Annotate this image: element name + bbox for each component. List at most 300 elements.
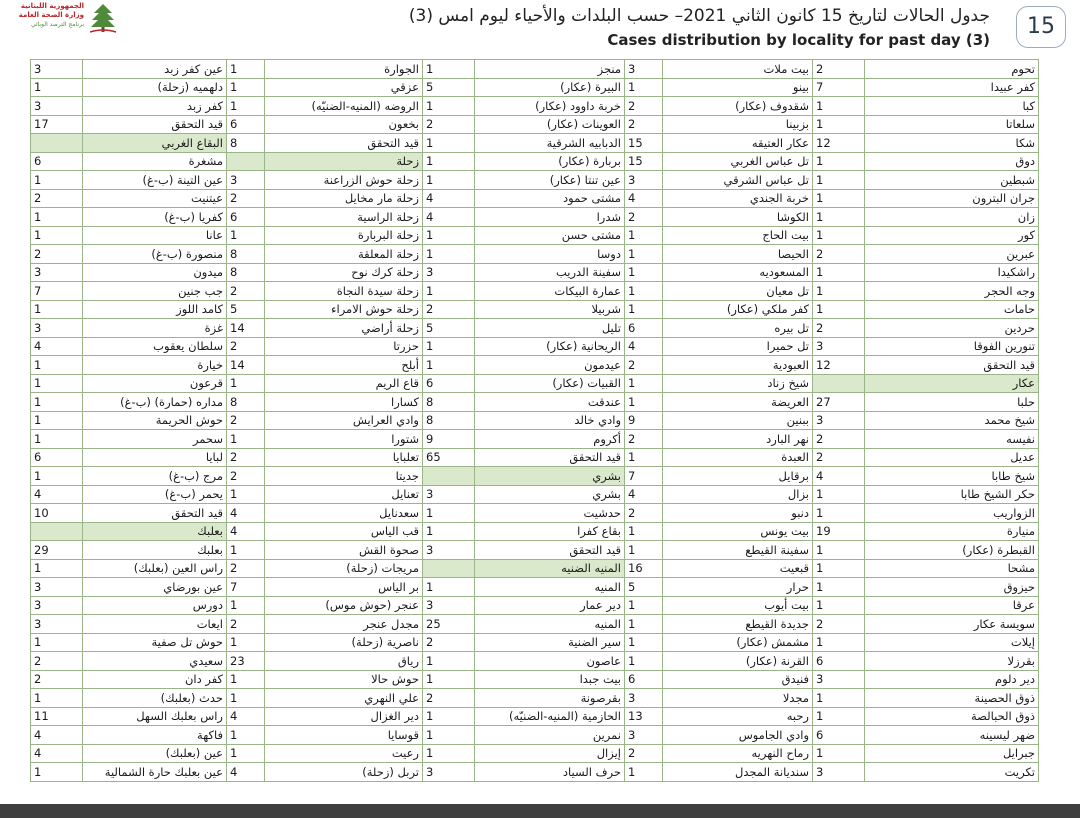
locality-cell: بر الياس (265, 578, 423, 597)
locality-cell: حيزوق (865, 578, 1039, 597)
case-count-cell: 1 (227, 60, 265, 79)
locality-cell: نفيسه (865, 430, 1039, 449)
case-count-cell: 1 (227, 633, 265, 652)
case-count-cell: 7 (227, 578, 265, 597)
locality-cell: حردين (865, 319, 1039, 338)
locality-cell: بزال (663, 485, 813, 504)
case-count-cell (423, 467, 475, 486)
locality-cell: كفر زبد (83, 97, 227, 116)
case-count-cell: 9 (625, 411, 663, 430)
case-count-cell: 1 (813, 97, 865, 116)
locality-cell: بزبينا (663, 115, 813, 134)
locality-cell: كسارا (265, 393, 423, 412)
locality-cell: زحلة (265, 152, 423, 171)
case-count-cell: 1 (813, 689, 865, 708)
case-count-cell: 1 (813, 115, 865, 134)
locality-cell: كفريا (ب-غ) (83, 208, 227, 227)
locality-cell: شكا (865, 134, 1039, 153)
locality-cell: يحمر (ب-غ) (83, 485, 227, 504)
case-count-cell: 1 (31, 171, 83, 190)
case-count-cell: 1 (423, 744, 475, 763)
case-count-cell: 3 (423, 763, 475, 782)
logo-line: الجمهورية اللبنانية (20, 2, 84, 10)
locality-cell: زحلة سيدة النجاة (265, 282, 423, 301)
locality-cell: ايعات (83, 615, 227, 634)
case-count-cell: 4 (31, 337, 83, 356)
table-row (31, 356, 1039, 375)
table-row (31, 578, 1039, 597)
locality-cell: زان (865, 208, 1039, 227)
case-count-cell: 1 (625, 374, 663, 393)
locality-cell: إيلات (865, 633, 1039, 652)
case-count-cell: 1 (227, 689, 265, 708)
page-header (0, 0, 1080, 58)
locality-cell: سلطان يعقوب (83, 337, 227, 356)
case-count-cell: 2 (813, 615, 865, 634)
case-count-cell: 4 (813, 467, 865, 486)
locality-cell: سير الضنية (475, 633, 625, 652)
case-count-cell: 1 (813, 171, 865, 190)
locality-cell: سويسة عكار (865, 615, 1039, 634)
locality-cell: قيد التحقق (83, 115, 227, 134)
case-count-cell: 1 (625, 226, 663, 245)
locality-cell: وادي العرايش (265, 411, 423, 430)
locality-cell: زحلة أراضي (265, 319, 423, 338)
locality-cell: سفينة الدريب (475, 263, 625, 282)
locality-cell: دلهميه (زحلة) (83, 78, 227, 97)
locality-cell: تل عباس الغربي (663, 152, 813, 171)
table-row (31, 226, 1039, 245)
locality-cell: شتورا (265, 430, 423, 449)
locality-cell: عين كفر زبد (83, 60, 227, 79)
locality-cell: عرقا (865, 596, 1039, 615)
locality-cell: بشري (475, 485, 625, 504)
locality-cell: غزة (83, 319, 227, 338)
locality-cell: كامد اللوز (83, 300, 227, 319)
case-count-cell: 4 (423, 189, 475, 208)
locality-cell: تل بيره (663, 319, 813, 338)
case-count-cell: 11 (31, 707, 83, 726)
case-count-cell: 1 (625, 78, 663, 97)
locality-cell: فنيدق (663, 670, 813, 689)
locality-cell: حرار (663, 578, 813, 597)
locality-cell: زحلة حوش الزراعنة (265, 171, 423, 190)
case-count-cell: 14 (227, 356, 265, 375)
case-count-cell: 1 (625, 541, 663, 560)
logo-text (8, 2, 84, 29)
case-count-cell: 15 (625, 134, 663, 153)
table-row (31, 263, 1039, 282)
locality-cell: جديدة القيطع (663, 615, 813, 634)
case-count-cell: 15 (625, 152, 663, 171)
case-count-cell: 2 (813, 448, 865, 467)
case-count-cell: 6 (423, 374, 475, 393)
locality-cell: عين بورضاي (83, 578, 227, 597)
locality-cell: دوسا (475, 245, 625, 264)
case-count-cell (31, 522, 83, 541)
locality-cell: قب الياس (265, 522, 423, 541)
locality-cell: حوش حالا (265, 670, 423, 689)
table-row (31, 60, 1039, 79)
locality-cell: مرج (ب-غ) (83, 467, 227, 486)
locality-cell: جديتا (265, 467, 423, 486)
case-count-cell: 4 (625, 337, 663, 356)
locality-cell: قبعيت (663, 559, 813, 578)
locality-cell: منجز (475, 60, 625, 79)
table-row (31, 300, 1039, 319)
locality-cell: قرعون (83, 374, 227, 393)
case-count-cell: 1 (227, 97, 265, 116)
locality-cell: جب جنين (83, 282, 227, 301)
case-count-cell: 6 (625, 670, 663, 689)
case-count-cell: 3 (423, 596, 475, 615)
case-count-cell: 7 (813, 78, 865, 97)
case-count-cell: 1 (625, 615, 663, 634)
case-count-cell: 2 (227, 559, 265, 578)
locality-cell: مشحا (865, 559, 1039, 578)
locality-cell: قيد التحقق (865, 356, 1039, 375)
table-row (31, 97, 1039, 116)
case-count-cell: 2 (625, 115, 663, 134)
case-count-cell: 1 (423, 652, 475, 671)
locality-cell: شقدوف (عكار) (663, 97, 813, 116)
locality-cell: قيد التحقق (83, 504, 227, 523)
case-count-cell: 3 (813, 411, 865, 430)
case-count-cell: 6 (625, 319, 663, 338)
case-count-cell: 2 (31, 652, 83, 671)
locality-cell: قيد التحقق (475, 448, 625, 467)
locality-cell: ذوق الحبالصة (865, 707, 1039, 726)
case-count-cell: 2 (625, 208, 663, 227)
case-count-cell: 6 (227, 208, 265, 227)
locality-cell: خيارة (83, 356, 227, 375)
locality-cell: تكريت (865, 763, 1039, 782)
locality-cell: المنيه (475, 578, 625, 597)
locality-cell: زحلة حوش الامراء (265, 300, 423, 319)
locality-cell: عين التينة (ب-غ) (83, 171, 227, 190)
case-count-cell: 1 (423, 337, 475, 356)
locality-cell: خربة داوود (عكار) (475, 97, 625, 116)
case-count-cell: 1 (625, 300, 663, 319)
locality-cell: مجدلا (663, 689, 813, 708)
case-count-cell: 1 (227, 226, 265, 245)
locality-cell: حلبا (865, 393, 1039, 412)
table-row (31, 652, 1039, 671)
case-count-cell: 8 (227, 393, 265, 412)
locality-cell: كفر عبيدا (865, 78, 1039, 97)
case-count-cell: 4 (227, 504, 265, 523)
locality-cell: مشتى حمود (475, 189, 625, 208)
locality-cell: تربل (زحلة) (265, 763, 423, 782)
locality-cell: العبدة (663, 448, 813, 467)
locality-cell: كبا (865, 97, 1039, 116)
case-count-cell: 1 (423, 226, 475, 245)
page-number-badge: 15 (1016, 6, 1066, 48)
locality-cell: سنديانة المجدل (663, 763, 813, 782)
locality-cell: الدبابيه الشرقية (475, 134, 625, 153)
case-count-cell: 1 (423, 245, 475, 264)
table-row (31, 411, 1039, 430)
case-count-cell: 2 (423, 689, 475, 708)
table-row (31, 78, 1039, 97)
case-count-cell: 2 (625, 356, 663, 375)
case-count-cell: 6 (813, 652, 865, 671)
case-count-cell (813, 374, 865, 393)
locality-cell: كور (865, 226, 1039, 245)
case-count-cell: 6 (227, 115, 265, 134)
locality-cell: كفر ملكي (عكار) (663, 300, 813, 319)
table-row (31, 485, 1039, 504)
locality-cell: خربة الجندي (663, 189, 813, 208)
locality-cell: ببنين (663, 411, 813, 430)
case-count-cell: 1 (625, 245, 663, 264)
case-count-cell: 1 (625, 393, 663, 412)
case-count-cell: 2 (625, 504, 663, 523)
case-count-cell: 9 (423, 430, 475, 449)
locality-cell: الجوارة (265, 60, 423, 79)
case-count-cell: 29 (31, 541, 83, 560)
locality-cell: القبيات (عكار) (475, 374, 625, 393)
case-count-cell: 4 (625, 189, 663, 208)
locality-cell: راس العين (بعلبك) (83, 559, 227, 578)
case-count-cell: 14 (227, 319, 265, 338)
case-count-cell: 1 (813, 152, 865, 171)
locality-cell: بعلبك (83, 541, 227, 560)
locality-cell: عانا (83, 226, 227, 245)
locality-cell: القبطرة (عكار) (865, 541, 1039, 560)
locality-cell: الكوشا (663, 208, 813, 227)
case-count-cell: 23 (227, 652, 265, 671)
case-count-cell: 1 (31, 763, 83, 782)
case-count-cell: 4 (31, 485, 83, 504)
case-count-cell: 16 (625, 559, 663, 578)
case-count-cell: 1 (813, 504, 865, 523)
case-count-cell: 5 (625, 578, 663, 597)
case-count-cell: 2 (227, 615, 265, 634)
table-row (31, 559, 1039, 578)
locality-cell: تعلبايا (265, 448, 423, 467)
case-count-cell: 1 (813, 485, 865, 504)
locality-cell: رحبه (663, 707, 813, 726)
table-row (31, 596, 1039, 615)
locality-cell: الحيصا (663, 245, 813, 264)
case-count-cell: 3 (31, 615, 83, 634)
ministry-logo (8, 2, 118, 46)
locality-cell: عمارة البيكات (475, 282, 625, 301)
locality-cell: قوسايا (265, 726, 423, 745)
case-count-cell: 2 (813, 430, 865, 449)
case-count-cell: 1 (813, 707, 865, 726)
case-count-cell: 2 (625, 430, 663, 449)
case-count-cell: 1 (31, 300, 83, 319)
case-count-cell: 17 (31, 115, 83, 134)
case-count-cell: 1 (423, 578, 475, 597)
locality-cell: بيت جبدا (475, 670, 625, 689)
locality-cell: رماح النهريه (663, 744, 813, 763)
locality-cell: تحوم (865, 60, 1039, 79)
locality-cell: شبطين (865, 171, 1039, 190)
case-count-cell: 2 (423, 115, 475, 134)
table-row (31, 171, 1039, 190)
locality-cell: المسعوديه (663, 263, 813, 282)
case-count-cell: 1 (423, 356, 475, 375)
case-count-cell: 1 (227, 78, 265, 97)
case-count-cell: 1 (227, 596, 265, 615)
locality-cell: صحوة القش (265, 541, 423, 560)
case-count-cell: 1 (31, 430, 83, 449)
table-row (31, 467, 1039, 486)
case-count-cell: 1 (227, 541, 265, 560)
table-row (31, 763, 1039, 782)
case-count-cell: 3 (625, 60, 663, 79)
locality-cell: العبودية (663, 356, 813, 375)
case-count-cell: 1 (813, 744, 865, 763)
case-count-cell: 4 (227, 763, 265, 782)
locality-cell: حوش تل صفية (83, 633, 227, 652)
locality-cell: تل حميرا (663, 337, 813, 356)
case-count-cell: 3 (31, 596, 83, 615)
locality-cell: شيخ محمد (865, 411, 1039, 430)
locality-cell: عين تنتا (عكار) (475, 171, 625, 190)
case-count-cell: 2 (423, 300, 475, 319)
case-count-cell: 1 (423, 282, 475, 301)
locality-cell: حزرتا (265, 337, 423, 356)
case-count-cell: 3 (423, 263, 475, 282)
case-count-cell: 1 (31, 374, 83, 393)
locality-cell: سلعاتا (865, 115, 1039, 134)
locality-cell: زحلة الراسية (265, 208, 423, 227)
cedar-icon (88, 2, 118, 34)
case-count-cell: 2 (31, 670, 83, 689)
table-row (31, 522, 1039, 541)
case-count-cell: 8 (227, 263, 265, 282)
locality-cell: ميدون (83, 263, 227, 282)
locality-cell: عزقي (265, 78, 423, 97)
locality-cell: وادي الجاموس (663, 726, 813, 745)
locality-cell: الحازمية (المنيه-الضنيّه) (475, 707, 625, 726)
case-count-cell: 1 (31, 78, 83, 97)
case-count-cell: 1 (813, 559, 865, 578)
table-row (31, 615, 1039, 634)
case-count-cell: 10 (31, 504, 83, 523)
table-row (31, 689, 1039, 708)
case-count-cell: 1 (31, 467, 83, 486)
locality-cell: مشغرة (83, 152, 227, 171)
case-count-cell: 6 (31, 152, 83, 171)
locality-cell: الروضه (المنيه-الضنيّه) (265, 97, 423, 116)
locality-cell: برقايل (663, 467, 813, 486)
locality-cell: بيت الحاج (663, 226, 813, 245)
case-count-cell: 1 (423, 504, 475, 523)
case-count-cell: 1 (813, 189, 865, 208)
locality-cell: مشمش (عكار) (663, 633, 813, 652)
case-count-cell: 1 (31, 226, 83, 245)
locality-cell: وادي خالد (475, 411, 625, 430)
locality-cell: حرف السياد (475, 763, 625, 782)
case-count-cell: 1 (813, 282, 865, 301)
locality-cell: عين (بعلبك) (83, 744, 227, 763)
locality-cell: حدشيت (475, 504, 625, 523)
case-count-cell: 3 (625, 689, 663, 708)
locality-cell: جبرايل (865, 744, 1039, 763)
locality-cell: عكار (865, 374, 1039, 393)
case-count-cell: 3 (625, 726, 663, 745)
case-count-cell: 1 (423, 97, 475, 116)
case-count-cell: 3 (423, 485, 475, 504)
table-row (31, 744, 1039, 763)
locality-cell: لبايا (83, 448, 227, 467)
locality-cell: بيت يونس (663, 522, 813, 541)
locality-cell: إيزال (475, 744, 625, 763)
case-count-cell: 4 (227, 522, 265, 541)
locality-cell: تل معيان (663, 282, 813, 301)
locality-cell: حوش الحريمة (83, 411, 227, 430)
locality-cell: راس بعلبك السهل (83, 707, 227, 726)
table-row (31, 541, 1039, 560)
case-count-cell: 4 (227, 707, 265, 726)
case-count-cell: 8 (423, 411, 475, 430)
locality-cell: دير الغزال (265, 707, 423, 726)
logo-line: وزارة الصحة العامة (18, 11, 84, 19)
case-count-cell: 1 (813, 208, 865, 227)
locality-cell: تعنايل (265, 485, 423, 504)
locality-cell: الزواريب (865, 504, 1039, 523)
case-count-cell: 1 (423, 171, 475, 190)
table-row (31, 152, 1039, 171)
case-count-cell: 3 (423, 541, 475, 560)
locality-cell: بخعون (265, 115, 423, 134)
locality-cell: حكر الشيخ طابا (865, 485, 1039, 504)
case-count-cell: 2 (227, 337, 265, 356)
locality-cell: فاكهة (83, 726, 227, 745)
case-count-cell: 3 (31, 263, 83, 282)
case-count-cell (227, 152, 265, 171)
case-count-cell: 2 (813, 60, 865, 79)
locality-cell: شيخ طابا (865, 467, 1039, 486)
locality-cell: رعيت (265, 744, 423, 763)
locality-cell: سعيدي (83, 652, 227, 671)
case-count-cell: 2 (227, 411, 265, 430)
locality-cell: بينو (663, 78, 813, 97)
locality-cell: بشري (475, 467, 625, 486)
case-count-cell: 1 (31, 559, 83, 578)
case-count-cell: 3 (31, 578, 83, 597)
case-count-cell: 7 (625, 467, 663, 486)
locality-cell: سفينة القيطع (663, 541, 813, 560)
locality-cell: شربيلا (475, 300, 625, 319)
case-count-cell: 1 (813, 226, 865, 245)
locality-cell: مداره (حمارة) (ب-غ) (83, 393, 227, 412)
locality-cell: عكار العتيقه (663, 134, 813, 153)
locality-cell: أكروم (475, 430, 625, 449)
locality-cell: المنيه (475, 615, 625, 634)
case-count-cell: 3 (813, 670, 865, 689)
locality-cell: عاصون (475, 652, 625, 671)
table-row (31, 189, 1039, 208)
case-count-cell: 4 (423, 208, 475, 227)
case-count-cell: 1 (423, 522, 475, 541)
locality-cell: بقاع كفرا (475, 522, 625, 541)
case-count-cell: 1 (423, 670, 475, 689)
case-count-cell: 3 (31, 60, 83, 79)
table-row (31, 448, 1039, 467)
locality-cell: ذوق الحصينة (865, 689, 1039, 708)
case-count-cell: 2 (227, 448, 265, 467)
case-count-cell (423, 559, 475, 578)
locality-cell: دورس (83, 596, 227, 615)
case-count-cell: 2 (813, 319, 865, 338)
locality-cell: المنيه الضنيه (475, 559, 625, 578)
